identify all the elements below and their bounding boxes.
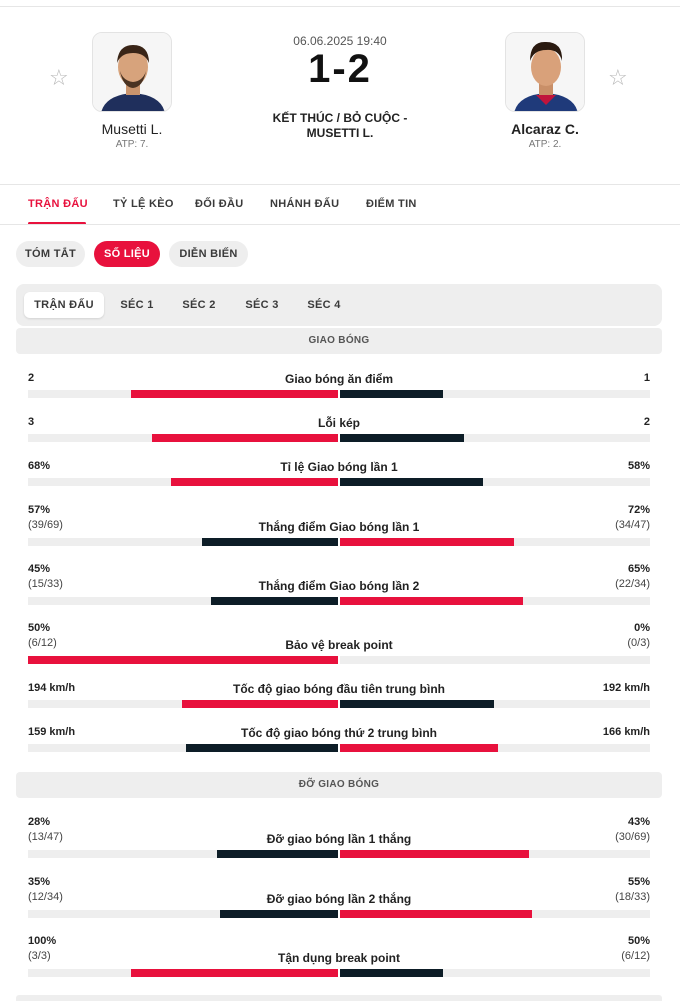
stat-home-value: 2 xyxy=(28,372,35,384)
stat-home-value: 3 xyxy=(28,416,35,428)
tab-odds[interactable]: TỶ LỆ KÈO xyxy=(113,198,174,210)
stat-bar-track-home xyxy=(28,910,338,918)
stat-bar-home xyxy=(217,850,338,858)
stat-label: Tận dụng break point xyxy=(278,951,400,965)
stat-bar-home xyxy=(186,744,338,752)
set-tab-match[interactable]: TRẬN ĐẤU xyxy=(24,292,104,318)
stat-bar-away xyxy=(340,850,529,858)
stat-bar-home xyxy=(131,969,338,977)
section-return-header: ĐỠ GIAO BÓNG xyxy=(16,772,662,798)
stat-label: Thắng điểm Giao bóng lần 2 xyxy=(258,579,420,593)
stat-row xyxy=(28,876,650,918)
next-section-edge xyxy=(16,995,662,1001)
stat-bar-track-home xyxy=(28,744,338,752)
stat-away-detail: (30/69) xyxy=(615,831,650,843)
stat-bar-away xyxy=(340,538,514,546)
set-tab-2[interactable]: SÉC 2 xyxy=(182,299,216,311)
stat-label: Tỉ lệ Giao bóng lần 1 xyxy=(280,460,398,474)
match-header xyxy=(0,7,680,184)
stat-away-detail: (6/12) xyxy=(621,950,650,962)
stat-bar-track-away xyxy=(340,597,650,605)
player-rank-home: ATP: 7. xyxy=(115,139,149,150)
stat-away-value: 55% xyxy=(627,876,650,888)
stat-bar-track-home xyxy=(28,597,338,605)
stat-home-value: 100% xyxy=(28,935,57,947)
tab-match[interactable]: TRẬN ĐẤU xyxy=(28,198,88,210)
stat-row xyxy=(28,372,650,398)
tab-draw[interactable]: NHÁNH ĐẤU xyxy=(270,198,340,210)
favorite-star-icon-away[interactable]: ☆ xyxy=(608,65,628,90)
stat-home-value: 50% xyxy=(28,622,51,634)
stat-bar-track-away xyxy=(340,910,650,918)
stat-bar-track-home xyxy=(28,656,338,664)
match-status-line1: KẾT THÚC / BỎ CUỘC - xyxy=(272,111,408,125)
stat-away-value: 1 xyxy=(643,372,650,384)
stat-bar-away xyxy=(340,700,494,708)
player-rank-away: ATP: 2. xyxy=(528,139,562,150)
stat-away-value: 43% xyxy=(627,816,650,828)
stat-home-detail: (6/12) xyxy=(28,637,57,649)
stat-away-value: 72% xyxy=(627,504,650,516)
match-status xyxy=(240,111,440,141)
stat-bar-home xyxy=(171,478,338,486)
stat-bar-away xyxy=(340,478,483,486)
stat-away-value: 2 xyxy=(643,416,650,428)
stat-row xyxy=(28,504,650,546)
stat-bar-track-home xyxy=(28,969,338,977)
stat-bar-away xyxy=(340,597,523,605)
stat-away-detail: (22/34) xyxy=(615,578,650,590)
set-tab-3[interactable]: SÉC 3 xyxy=(245,299,279,311)
stat-bar-track-home xyxy=(28,434,338,442)
stat-home-detail: (39/69) xyxy=(28,519,63,531)
stat-away-value: 58% xyxy=(627,460,650,472)
stat-away-value: 192 km/h xyxy=(602,682,650,694)
tab-head-to-head[interactable]: ĐỐI ĐẦU xyxy=(195,198,244,210)
stat-home-detail: (15/33) xyxy=(28,578,63,590)
stat-bar-track-home xyxy=(28,538,338,546)
stat-bar-track-away xyxy=(340,478,650,486)
stat-row xyxy=(28,416,650,442)
stat-row xyxy=(28,935,650,977)
player-name-home[interactable]: Musetti L. xyxy=(101,121,163,137)
favorite-star-icon-home[interactable]: ☆ xyxy=(49,65,69,90)
match-status-line2: MUSETTI L. xyxy=(306,126,374,140)
stat-away-detail: (18/33) xyxy=(615,891,650,903)
stat-row xyxy=(28,682,650,708)
stat-bar-track-away xyxy=(340,850,650,858)
stat-bar-track-away xyxy=(340,390,650,398)
stat-label: Bảo vệ break point xyxy=(285,638,393,652)
stat-bar-track-away xyxy=(340,744,650,752)
stat-label: Tốc độ giao bóng đầu tiên trung bình xyxy=(233,682,445,696)
stat-bar-home xyxy=(220,910,338,918)
stat-bar-home xyxy=(28,656,338,664)
stat-bar-home xyxy=(182,700,338,708)
stat-label: Giao bóng ăn điểm xyxy=(284,372,393,386)
stat-home-value: 159 km/h xyxy=(28,726,76,738)
match-datetime: 06.06.2025 19:40 xyxy=(293,34,387,48)
main-tabs xyxy=(0,184,680,224)
stat-home-detail: (13/47) xyxy=(28,831,63,843)
stat-bar-home xyxy=(211,597,338,605)
stat-bar-home xyxy=(131,390,338,398)
stat-home-value: 68% xyxy=(28,460,51,472)
stat-row xyxy=(28,726,650,752)
stat-bar-track-away xyxy=(340,538,650,546)
stat-bar-track-home xyxy=(28,390,338,398)
stat-home-detail: (3/3) xyxy=(28,950,51,962)
stat-bar-track-away xyxy=(340,434,650,442)
stat-bar-home xyxy=(152,434,338,442)
stat-bar-track-away xyxy=(340,969,650,977)
pill-statistics[interactable]: SỐ LIỆU xyxy=(94,241,160,267)
section-serve-header: GIAO BÓNG xyxy=(16,328,662,354)
stat-away-value: 0% xyxy=(634,622,650,634)
set-tab-1[interactable]: SÉC 1 xyxy=(120,299,154,311)
stat-bar-track-home xyxy=(28,850,338,858)
stat-home-value: 194 km/h xyxy=(28,682,76,694)
stat-bar-track-away xyxy=(340,656,650,664)
stat-bar-away xyxy=(340,910,532,918)
match-score: 1-2 xyxy=(308,47,372,91)
stat-bar-track-home xyxy=(28,700,338,708)
stat-away-detail: (0/3) xyxy=(627,637,650,649)
stat-row xyxy=(28,563,650,605)
stat-bar-away xyxy=(340,744,498,752)
stat-bar-home xyxy=(202,538,338,546)
pill-summary[interactable]: TÓM TẮT xyxy=(16,241,85,267)
stat-label: Lỗi kép xyxy=(317,416,360,430)
stat-away-value: 50% xyxy=(627,935,650,947)
stat-bar-away xyxy=(340,390,443,398)
stat-bar-track-away xyxy=(340,700,650,708)
set-tab-4[interactable]: SÉC 4 xyxy=(307,299,341,311)
stat-away-value: 166 km/h xyxy=(602,726,650,738)
stat-label: Thắng điểm Giao bóng lần 1 xyxy=(258,520,420,534)
stat-label: Đỡ giao bóng lần 1 thắng xyxy=(266,832,412,846)
stat-home-value: 45% xyxy=(28,563,51,575)
player-photo-home[interactable] xyxy=(92,32,172,112)
stat-home-value: 57% xyxy=(28,504,51,516)
stat-bar-away xyxy=(340,434,464,442)
set-tabs xyxy=(16,284,662,326)
tabs-divider xyxy=(0,224,680,225)
stat-label: Tốc độ giao bóng thứ 2 trung bình xyxy=(241,726,437,740)
stat-home-value: 35% xyxy=(28,876,51,888)
stat-row xyxy=(28,816,650,858)
stat-home-detail: (12/34) xyxy=(28,891,63,903)
stat-label: Đỡ giao bóng lần 2 thắng xyxy=(266,892,412,906)
stat-bar-track-home xyxy=(28,478,338,486)
player-name-away[interactable]: Alcaraz C. xyxy=(511,121,579,137)
stat-bar-away xyxy=(340,969,443,977)
stat-row xyxy=(28,622,650,664)
tab-news[interactable]: ĐIỂM TIN xyxy=(366,198,417,210)
stat-away-value: 65% xyxy=(627,563,650,575)
stat-away-detail: (34/47) xyxy=(615,519,650,531)
player-photo-away[interactable] xyxy=(505,32,585,112)
stat-row xyxy=(28,460,650,486)
pill-timeline[interactable]: DIỄN BIẾN xyxy=(169,241,248,267)
stat-home-value: 28% xyxy=(28,816,51,828)
